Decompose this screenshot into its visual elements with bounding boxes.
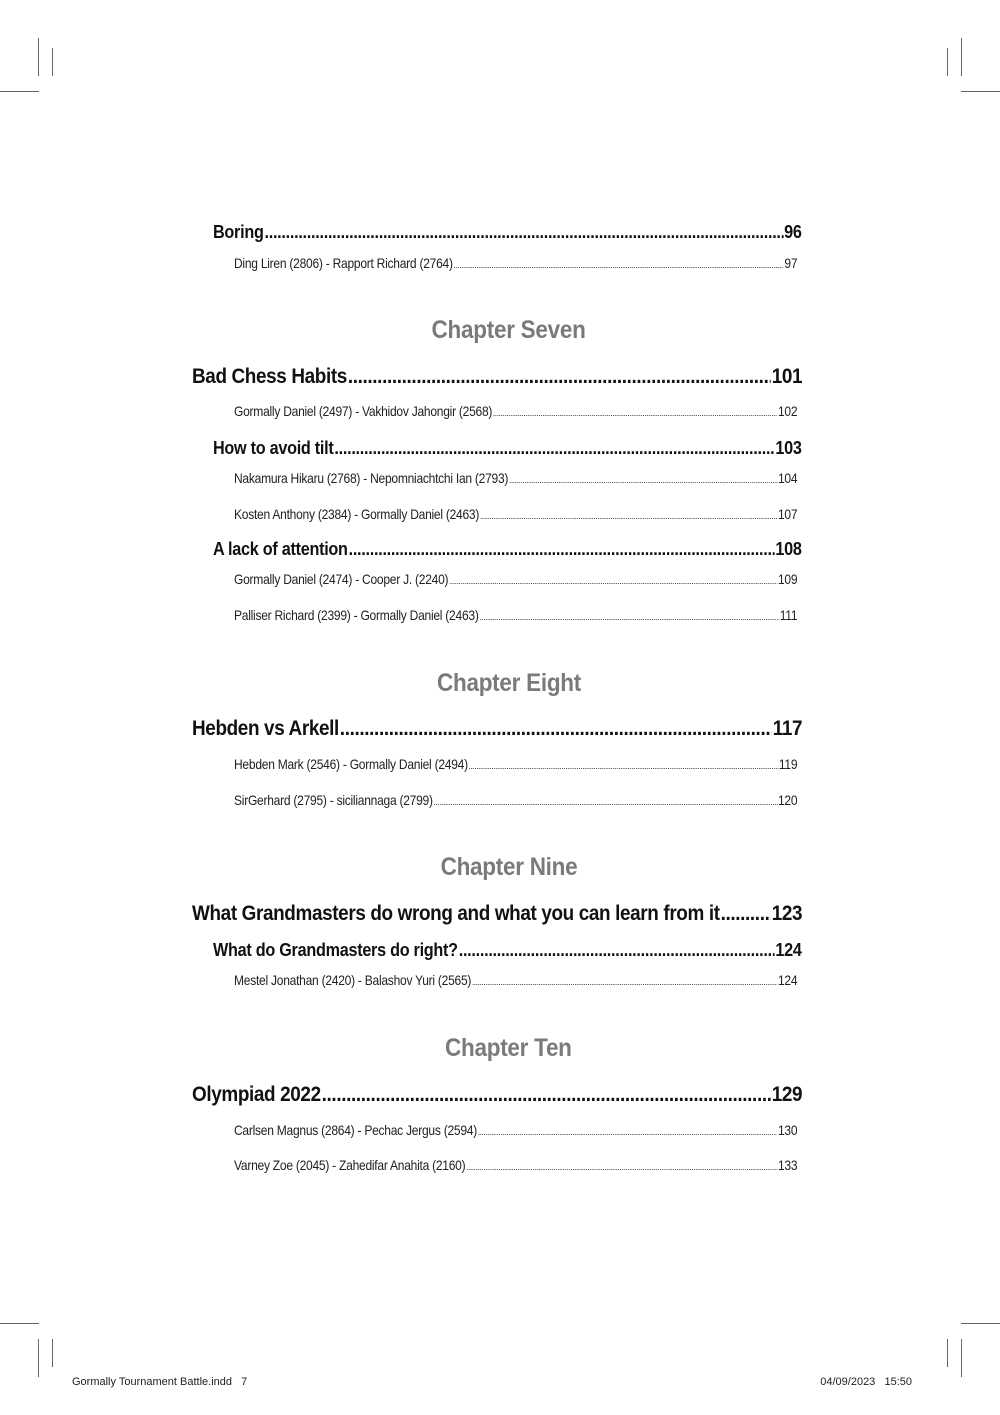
entry-page: 133: [777, 1157, 798, 1173]
leader-dots: [449, 576, 777, 586]
crop-mark: [52, 48, 53, 76]
entry-title: Kosten Anthony (2384) - Gormally Daniel (2463): [234, 506, 480, 522]
crop-mark: [38, 1339, 39, 1377]
leader-dots: [472, 977, 777, 987]
entry-page: 108: [775, 539, 802, 559]
crop-mark: [52, 1339, 53, 1367]
leader-dots: [509, 475, 777, 485]
entry-page: 129: [771, 1083, 803, 1106]
crop-mark: [961, 1323, 1000, 1324]
entry-title: How to avoid tilt: [213, 438, 334, 458]
entry-page: 102: [777, 403, 798, 419]
crop-mark: [961, 38, 962, 76]
leader-dots: [349, 539, 775, 560]
chapter-heading: Chapter Seven: [431, 316, 586, 344]
chapter-heading: Chapter Ten: [445, 1034, 572, 1062]
entry-title: Carlsen Magnus (2864) - Pechac Jergus (2594): [234, 1122, 477, 1138]
leader-dots: [434, 797, 778, 807]
entry-title: Gormally Daniel (2474) - Cooper J. (2240): [234, 571, 449, 587]
crop-mark: [0, 91, 39, 92]
toc-game-entry[interactable]: [234, 1157, 797, 1173]
toc-game-entry[interactable]: [234, 470, 797, 486]
entry-title: Mestel Jonathan (2420) - Balashov Yuri (2565): [234, 972, 472, 988]
leader-dots: [264, 222, 783, 243]
entry-page: 130: [777, 1122, 798, 1138]
entry-title: Varney Zoe (2045) - Zahedifar Anahita (2160): [234, 1157, 466, 1173]
entry-title: Nakamura Hikaru (2768) - Nepomniachtchi Ian (2793): [234, 470, 509, 486]
entry-page: 123: [771, 902, 803, 925]
entry-title: Olympiad 2022: [192, 1083, 321, 1106]
entry-page: 117: [772, 717, 803, 740]
entry-page: 124: [775, 940, 802, 960]
entry-page: 104: [777, 470, 798, 486]
toc-game-entry[interactable]: [234, 792, 797, 808]
leader-dots: [340, 717, 772, 741]
toc-game-entry[interactable]: [234, 571, 797, 587]
entry-page: 119: [778, 756, 798, 772]
entry-title: Hebden vs Arkell: [192, 717, 339, 740]
entry-title: Ding Liren (2806) - Rapport Richard (2764): [234, 255, 453, 271]
leader-dots: [478, 1127, 777, 1137]
toc-entry-sub[interactable]: [213, 539, 802, 560]
toc-game-entry[interactable]: [234, 1122, 797, 1138]
entry-page: 101: [771, 365, 803, 388]
leader-dots: [322, 1083, 771, 1107]
entry-title: What Grandmasters do wrong and what you can learn from it: [192, 902, 720, 925]
entry-page: 124: [777, 972, 798, 988]
crop-mark: [961, 91, 1000, 92]
leader-dots: [348, 365, 771, 389]
entry-page: 96: [784, 222, 802, 242]
entry-title: Boring: [213, 222, 264, 242]
crop-mark: [961, 1339, 962, 1377]
crop-mark: [38, 38, 39, 76]
slug-filename: Gormally Tournament Battle.indd 7: [72, 1376, 248, 1388]
chapter-heading: Chapter Eight: [436, 669, 581, 697]
crop-mark: [947, 1339, 948, 1367]
leader-dots: [454, 260, 784, 270]
entry-page: 97: [784, 255, 798, 271]
leader-dots: [334, 438, 774, 459]
crop-mark: [947, 48, 948, 76]
toc-entry-major[interactable]: [192, 717, 802, 741]
leader-dots: [493, 408, 777, 418]
entry-title: Gormally Daniel (2497) - Vakhidov Jahongir (2568): [234, 403, 493, 419]
entry-page: 107: [777, 506, 798, 522]
leader-dots: [721, 902, 771, 926]
chapter-heading: Chapter Nine: [440, 853, 577, 881]
entry-page: 120: [777, 792, 798, 808]
crop-mark: [0, 1323, 39, 1324]
toc-entry-major[interactable]: [192, 365, 802, 389]
entry-title: What do Grandmasters do right?: [213, 940, 458, 960]
entry-page: 111: [779, 607, 798, 623]
toc-game-entry[interactable]: [234, 403, 797, 419]
toc-game-entry[interactable]: [234, 607, 797, 623]
leader-dots: [469, 761, 778, 771]
toc-entry-sub[interactable]: [213, 940, 802, 961]
leader-dots: [459, 940, 775, 961]
toc-game-entry[interactable]: [234, 756, 797, 772]
entry-title: Hebden Mark (2546) - Gormally Daniel (2494): [234, 756, 468, 772]
entry-title: Palliser Richard (2399) - Gormally Daniel (2463): [234, 607, 479, 623]
leader-dots: [466, 1162, 777, 1172]
toc-entry-boring[interactable]: [213, 222, 802, 243]
entry-page: 109: [777, 571, 798, 587]
leader-dots: [479, 612, 778, 622]
toc-game-entry[interactable]: [234, 506, 797, 522]
toc-entry-sub[interactable]: [213, 438, 802, 459]
slug-datetime: 04/09/2023 15:50: [820, 1376, 912, 1388]
toc-game-entry[interactable]: [234, 972, 797, 988]
entry-title: Bad Chess Habits: [192, 365, 347, 388]
entry-title: SirGerhard (2795) - siciliannaga (2799): [234, 792, 433, 808]
toc-entry-major[interactable]: [192, 902, 802, 926]
toc-entry-major[interactable]: [192, 1083, 802, 1107]
entry-title: A lack of attention: [213, 539, 348, 559]
toc-game-entry[interactable]: [234, 255, 797, 271]
entry-page: 103: [775, 438, 802, 458]
leader-dots: [480, 511, 777, 521]
